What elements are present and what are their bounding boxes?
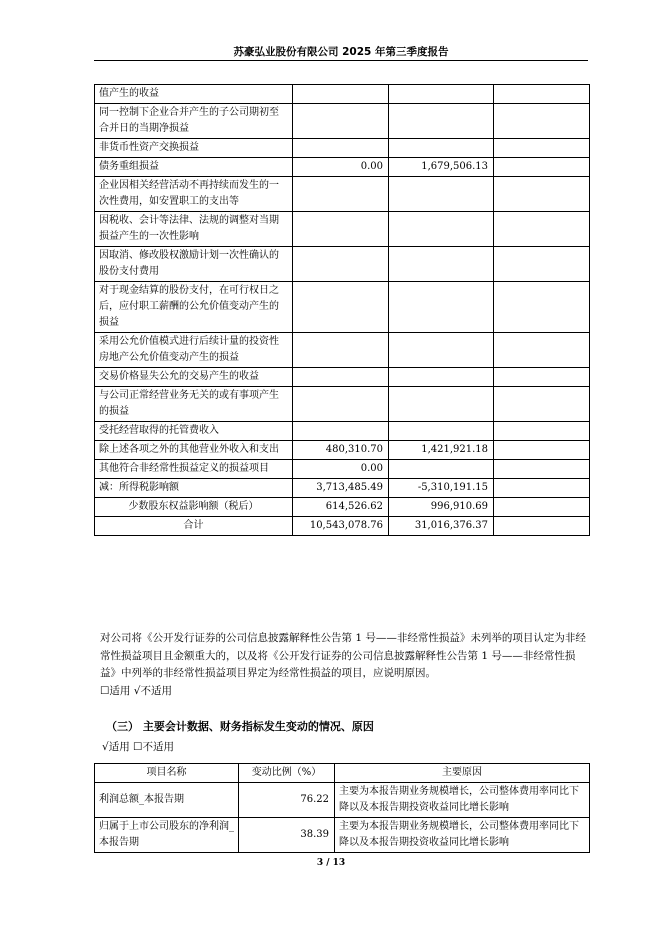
current-period-value <box>293 368 389 387</box>
row-label: 交易价格显失公允的交易产生的收益 <box>95 368 293 387</box>
row-label: 采用公允价值模式进行后续计量的投资性房地产公允价值变动产生的损益 <box>95 333 293 368</box>
main-reason: 主要为本报告期业务规模增长，公司整体费用率同比下降以及本报告期投资收益同比增长影响 <box>335 783 590 818</box>
item-name: 归属于上市公司股东的净利润_本报告期 <box>95 818 239 853</box>
row-label: 因税收、会计等法律、法规的调整对当期损益产生的一次性影响 <box>95 212 293 247</box>
ytd-value <box>389 212 494 247</box>
table-row <box>95 139 590 158</box>
ytd-value <box>389 422 494 441</box>
change-ratio: 38.39 <box>239 818 335 853</box>
header-item-name: 项目名称 <box>95 764 239 783</box>
note-cell <box>494 212 590 247</box>
current-period-value <box>293 422 389 441</box>
row-label: 企业因相关经营活动不再持续而发生的一次性费用，如安置职工的支出等 <box>95 177 293 212</box>
current-period-value <box>293 212 389 247</box>
explanation-paragraph <box>100 630 590 700</box>
note-cell <box>494 460 590 479</box>
table-row <box>95 441 590 460</box>
note-cell <box>494 422 590 441</box>
table-row <box>95 333 590 368</box>
row-label: 少数股东权益影响额（税后） <box>95 498 293 517</box>
item-name: 利润总额_本报告期 <box>95 783 239 818</box>
table-row <box>95 104 590 139</box>
note-cell <box>494 282 590 333</box>
current-period-value: 614,526.62 <box>293 498 389 517</box>
current-period-value: 0.00 <box>293 460 389 479</box>
row-label: 非货币性资产交换损益 <box>95 139 293 158</box>
changes-table <box>94 763 590 853</box>
current-period-value: 480,310.70 <box>293 441 389 460</box>
current-period-value <box>293 333 389 368</box>
current-period-value <box>293 282 389 333</box>
table-row <box>95 783 590 818</box>
page-number: 3 / 13 <box>316 858 346 868</box>
note-cell <box>494 387 590 422</box>
ytd-value <box>389 333 494 368</box>
section-applicability-check: √适用 ☐不适用 <box>102 741 174 753</box>
ytd-value <box>389 387 494 422</box>
current-period-value <box>293 177 389 212</box>
ytd-value <box>389 247 494 282</box>
table-row <box>95 498 590 517</box>
current-period-value: 3,713,485.49 <box>293 479 389 498</box>
ytd-value: -5,310,191.15 <box>389 479 494 498</box>
row-label: 其他符合非经常性损益定义的损益项目 <box>95 460 293 479</box>
section-title: （三） 主要会计数据、财务指标发生变动的情况、原因 <box>106 720 374 733</box>
note-cell <box>494 139 590 158</box>
note-cell <box>494 158 590 177</box>
header-change-ratio: 变动比例（%） <box>239 764 335 783</box>
explanation-text: 对公司将《公开发行证券的公司信息披露解释性公告第 1 号——非经常性损益》未列举的项目认定为非经常性损益项目且金额重大的，以及将《公开发行证券的公司信息披露解释性公告第 1 号——非经常性损益》中列举的非经常性损益项目界定为经常性损益的项目，应说明原因。 <box>100 632 586 679</box>
row-label: 值产生的收益 <box>95 85 293 104</box>
table-row <box>95 212 590 247</box>
note-cell <box>494 104 590 139</box>
note-cell <box>494 247 590 282</box>
table-row <box>95 479 590 498</box>
header-rule <box>94 60 588 61</box>
ytd-value <box>389 85 494 104</box>
changes-table-header <box>95 764 590 783</box>
current-period-value: 0.00 <box>293 158 389 177</box>
ytd-value <box>389 368 494 387</box>
table-row <box>95 247 590 282</box>
row-label: 合计 <box>95 517 293 536</box>
note-cell <box>494 479 590 498</box>
table-row <box>95 158 590 177</box>
note-cell <box>494 441 590 460</box>
main-reason: 主要为本报告期业务规模增长，公司整体费用率同比下降以及本报告期投资收益同比增长影响 <box>335 818 590 853</box>
current-period-value <box>293 139 389 158</box>
current-period-value <box>293 387 389 422</box>
ytd-value: 1,421,921.18 <box>389 441 494 460</box>
table-row <box>95 368 590 387</box>
non-recurring-gains-table <box>94 84 590 536</box>
current-period-value <box>293 247 389 282</box>
row-label: 因取消、修改股权激励计划一次性确认的股份支付费用 <box>95 247 293 282</box>
ytd-value <box>389 139 494 158</box>
ytd-value: 996,910.69 <box>389 498 494 517</box>
applicability-check: ☐适用 √不适用 <box>100 684 172 697</box>
note-cell <box>494 498 590 517</box>
table-row <box>95 282 590 333</box>
change-ratio: 76.22 <box>239 783 335 818</box>
row-label: 债务重组损益 <box>95 158 293 177</box>
table-row <box>95 85 590 104</box>
table-row <box>95 818 590 853</box>
note-cell <box>494 517 590 536</box>
table-row <box>95 460 590 479</box>
current-period-value <box>293 85 389 104</box>
table-row <box>95 177 590 212</box>
ytd-value: 1,679,506.13 <box>389 158 494 177</box>
row-label: 受托经营取得的托管费收入 <box>95 422 293 441</box>
ytd-value <box>389 282 494 333</box>
note-cell <box>494 177 590 212</box>
table-row <box>95 517 590 536</box>
note-cell <box>494 368 590 387</box>
table-row <box>95 422 590 441</box>
ytd-value <box>389 104 494 139</box>
row-label: 同一控制下企业合并产生的子公司期初至合并日的当期净损益 <box>95 104 293 139</box>
row-label: 对于现金结算的股份支付，在可行权日之后，应付职工薪酬的公允价值变动产生的损益 <box>95 282 293 333</box>
current-period-value: 10,543,078.76 <box>293 517 389 536</box>
note-cell <box>494 333 590 368</box>
header-main-reason: 主要原因 <box>335 764 590 783</box>
current-period-value <box>293 104 389 139</box>
row-label: 除上述各项之外的其他营业外收入和支出 <box>95 441 293 460</box>
row-label: 减：所得税影响额 <box>95 479 293 498</box>
table-row <box>95 387 590 422</box>
row-label: 与公司正常经营业务无关的或有事项产生的损益 <box>95 387 293 422</box>
note-cell <box>494 85 590 104</box>
ytd-value <box>389 177 494 212</box>
ytd-value: 31,016,376.37 <box>389 517 494 536</box>
ytd-value <box>389 460 494 479</box>
document-header: 苏豪弘业股份有限公司 2025 年第三季度报告 <box>233 46 449 58</box>
